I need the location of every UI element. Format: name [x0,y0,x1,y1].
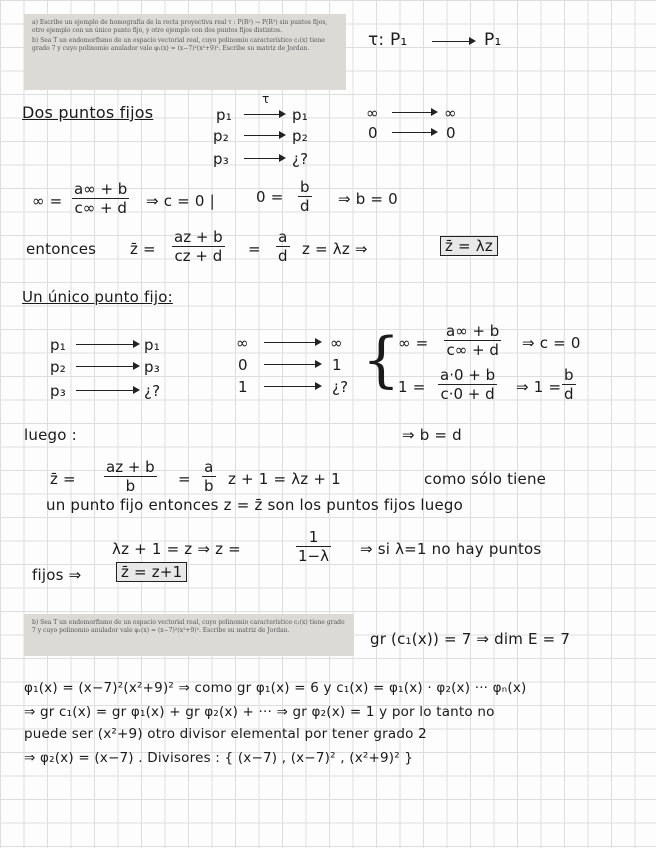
exercise-text-a: a) Escribe un ejemplo de homografía de la recta proyectiva real τ : P(R²) → P(R²) sin puntos fijos, otro ejemplo con un único punto fijo, y otro ejemplo con dos puntos fijos distintos. [32,19,328,34]
s2-arrow-3 [76,390,138,391]
eq2-rest: z = λz ⇒ [302,240,368,258]
eq3-comment: como sólo tiene [424,470,547,488]
s2-p2: p₂ [50,358,66,376]
eq4-lhs: λz + 1 = z ⇒ z = [112,540,241,558]
eq3-den: b [125,477,136,495]
s3-line-3: puede ser (x²+9) otro divisor elemental por tener grado 2 [24,726,427,742]
s3-line-1: φ₁(x) = (x−7)²(x²+9)² ⇒ como gr φ₁(x) = 6 y c₁(x) = φ₁(x) · φ₂(x) ··· φₙ(x) [24,680,527,696]
eq1-fraction [72,180,129,217]
exercise-clipping-2 [24,614,354,656]
s2-arrow-2 [76,366,138,367]
s2-c1-lhs: ∞ = [398,334,429,352]
eq3-den2: b [204,477,214,495]
s2-c2-den: c·0 + d [440,385,495,403]
eq1-fraction2 [298,178,312,215]
eq1-num: a∞ + b [74,180,128,198]
s2-p2-img: p₃ [144,358,160,376]
eq3-fraction2 [202,458,216,495]
s1-p3: p₃ [213,150,229,168]
section-title-one-fixed: Un único punto fijo: [22,288,173,306]
eq1-den: c∞ + d [74,199,127,217]
s1-p3-img: ¿? [292,150,309,168]
s2-c1-result: ⇒ c = 0 [522,334,581,352]
s2-arrow-1 [76,344,138,345]
eq4-result: ⇒ si λ=1 no hay puntos [360,540,542,558]
s2-c1-fraction [444,322,501,359]
eq3-rest: z + 1 = λz + 1 [228,470,341,488]
s2-p1-img: p₁ [144,336,160,354]
eq2-num2: a [276,228,290,247]
eq3-zbar: z̄ = [50,470,76,488]
eq4-fraction [296,528,331,565]
s2-c1-den: c∞ + d [446,341,499,359]
eq3-fraction [104,458,157,495]
s1-p1: p₁ [216,106,232,124]
s3-line-4: ⇒ φ₂(x) = (x−7) . Divisores : { (x−7) , (x−7)² , (x²+9)² } [24,750,414,766]
tau-map-target: P₁ [484,30,502,50]
s2-p1: p₁ [50,336,66,354]
eq2-den: cz + d [174,247,223,265]
eq2-fraction2 [276,228,290,265]
s1-zero: 0 [368,124,378,142]
s2-arrow-one [264,386,320,387]
s2-c2-fnum: b [564,366,574,384]
s1-p2: p₂ [213,127,229,145]
exercise-text-b-2: b) Sea T un endomorfismo de un espacio vectorial real, cuyo polinomio característico c₁(x) tiene grado 7 y cuyo polinomio anulador vale φ₁(x) = (x−7)²(x²+9)². Escribe su matriz de Jordan. [32,619,345,634]
s1-p1-img: p₁ [292,106,308,124]
eq1-den2: d [300,197,310,215]
eq2-label: entonces [26,240,97,258]
exercise-clipping-1 [24,14,346,90]
s2-zero: 0 [238,356,248,374]
eq3-line2: un punto fijo entonces z = z̄ son los puntos fijos luego [46,496,464,514]
s1-zero-img: 0 [446,124,456,142]
s1-arrow-2 [244,135,284,136]
s1-arrow-zero [392,132,436,133]
eq1-lhs2: 0 = [256,188,284,206]
exercise-text-b: b) Sea T un endomorfismo de un espacio vectorial real, cuyo polinomio característico c₁(x) tiene grado 7 y cuyo polinomio anulador vale φ₁(x) = (x−7)²(x²+9)². Escribe su matriz de Jordan. [32,37,325,52]
s1-inf-img: ∞ [444,104,457,122]
eq4-boxed-result: z̄ = z+1 [116,562,187,582]
s2-p3-img: ¿? [144,382,161,400]
eq3-num: az + b [106,458,155,476]
eq2-equals: = [248,240,261,258]
s2-c2-num: a·0 + b [440,366,496,384]
s2-inf-img: ∞ [330,334,343,352]
luego-result: ⇒ b = d [402,426,462,444]
s2-one-img: ¿? [332,378,349,396]
s1-tau-label: τ [262,92,270,106]
eq4-den: 1−λ [298,547,329,565]
s2-c2-result-fraction [562,366,576,403]
eq1-num2: b [300,178,310,196]
s2-arrow-zero [264,364,320,365]
eq4-num: 1 [296,528,331,547]
s1-arrow-3 [244,158,284,159]
eq4-fijos: fijos ⇒ [32,566,82,584]
tau-map-arrow [432,41,474,42]
s2-inf: ∞ [236,334,249,352]
eq2-fraction [172,228,225,265]
tau-map-label: τ: P₁ [368,30,408,50]
s1-arrow-inf [392,112,436,113]
s3-degree: gr (c₁(x)) = 7 ⇒ dim E = 7 [370,630,571,648]
s1-inf: ∞ [366,104,379,122]
s2-c1-num: a∞ + b [446,322,500,340]
s2-arrow-inf [264,342,320,343]
section-title-two-fixed: Dos puntos fijos [22,103,154,122]
s3-line-2: ⇒ gr c₁(x) = gr φ₁(x) + gr φ₂(x) + ··· ⇒ gr φ₂(x) = 1 y por lo tanto no [24,704,495,720]
luego-label: luego : [24,426,77,444]
eq2-boxed-result: z̄ = λz [440,236,498,256]
eq1-result: ⇒ c = 0 | [146,192,215,210]
eq3-num2: a [202,458,216,477]
eq2-den2: d [278,247,288,265]
s1-arrow-1 [244,114,284,115]
s2-c2-lhs: 1 = [398,378,426,396]
eq3-equals: = [178,470,191,488]
s2-c2-fraction [438,366,497,403]
s2-c2-result: ⇒ 1 = [516,378,562,396]
s2-p3: p₃ [50,382,66,400]
s2-one: 1 [238,378,248,396]
system-brace: { [362,325,401,395]
eq2-num: az + b [174,228,223,246]
s2-c2-fden: d [564,385,574,403]
eq2-zbar: z̄ = [130,240,156,258]
eq1-lhs: ∞ = [32,192,63,210]
s1-p2-img: p₂ [292,127,308,145]
s2-zero-img: 1 [332,356,342,374]
eq1-result2: ⇒ b = 0 [338,190,398,208]
